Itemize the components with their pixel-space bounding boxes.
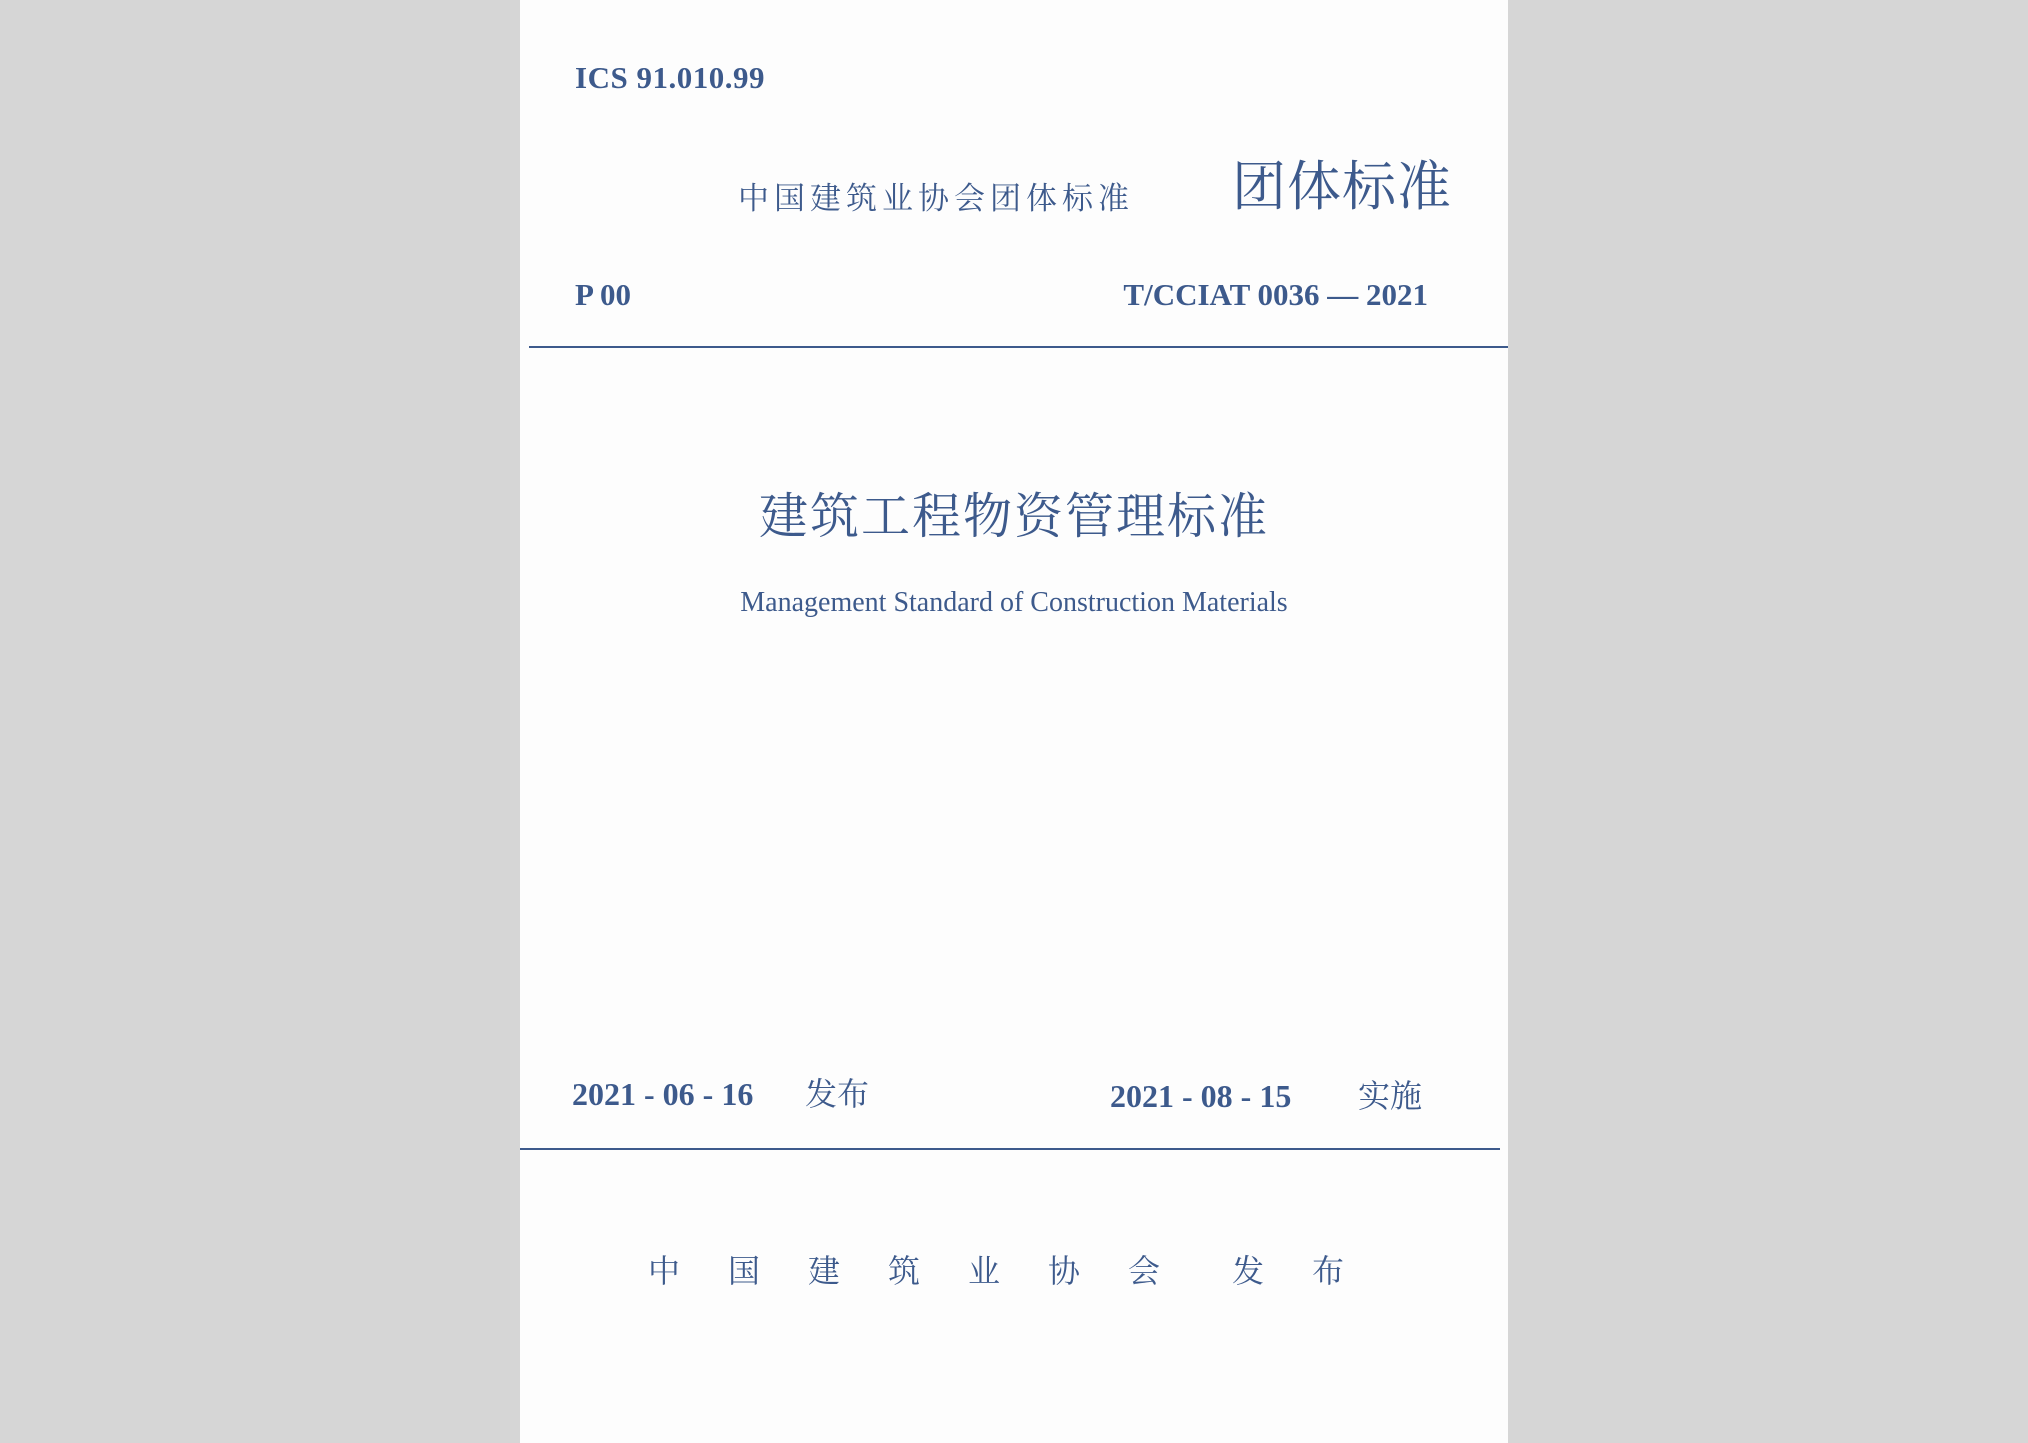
publisher-char: 建	[808, 1252, 841, 1290]
publisher-char: 会	[1128, 1252, 1161, 1290]
group-standard-label: 团体标准	[1232, 155, 1452, 218]
publisher-action	[1232, 1252, 1392, 1290]
footer-divider	[520, 1148, 1500, 1150]
cover-page	[520, 0, 1508, 1443]
publisher-name	[648, 1252, 1208, 1290]
ics-code: ICS 91.010.99	[575, 60, 765, 95]
publisher-char: 协	[1048, 1252, 1081, 1290]
title-chinese: 建筑工程物资管理标准	[758, 488, 1269, 545]
publisher-char: 筑	[888, 1252, 921, 1290]
header-divider	[529, 346, 1508, 348]
standard-number: T/CCIAT 0036 — 2021	[1123, 277, 1428, 312]
publisher-action-char: 发	[1232, 1252, 1265, 1290]
title-english: Management Standard of Construction Materials	[740, 587, 1288, 618]
category-code: P 00	[575, 277, 631, 312]
publisher-char: 中	[648, 1252, 681, 1290]
publisher-char: 业	[968, 1252, 1001, 1290]
implementation-label: 实施	[1358, 1077, 1423, 1115]
association-standard-label: 中国建筑业协会团体标准	[738, 181, 1134, 217]
issue-label: 发布	[805, 1075, 870, 1113]
publisher-action-char: 布	[1312, 1252, 1345, 1290]
implementation-date: 2021 - 08 - 15	[1110, 1078, 1292, 1114]
issue-date: 2021 - 06 - 16	[572, 1076, 754, 1112]
publisher-char: 国	[728, 1252, 761, 1290]
